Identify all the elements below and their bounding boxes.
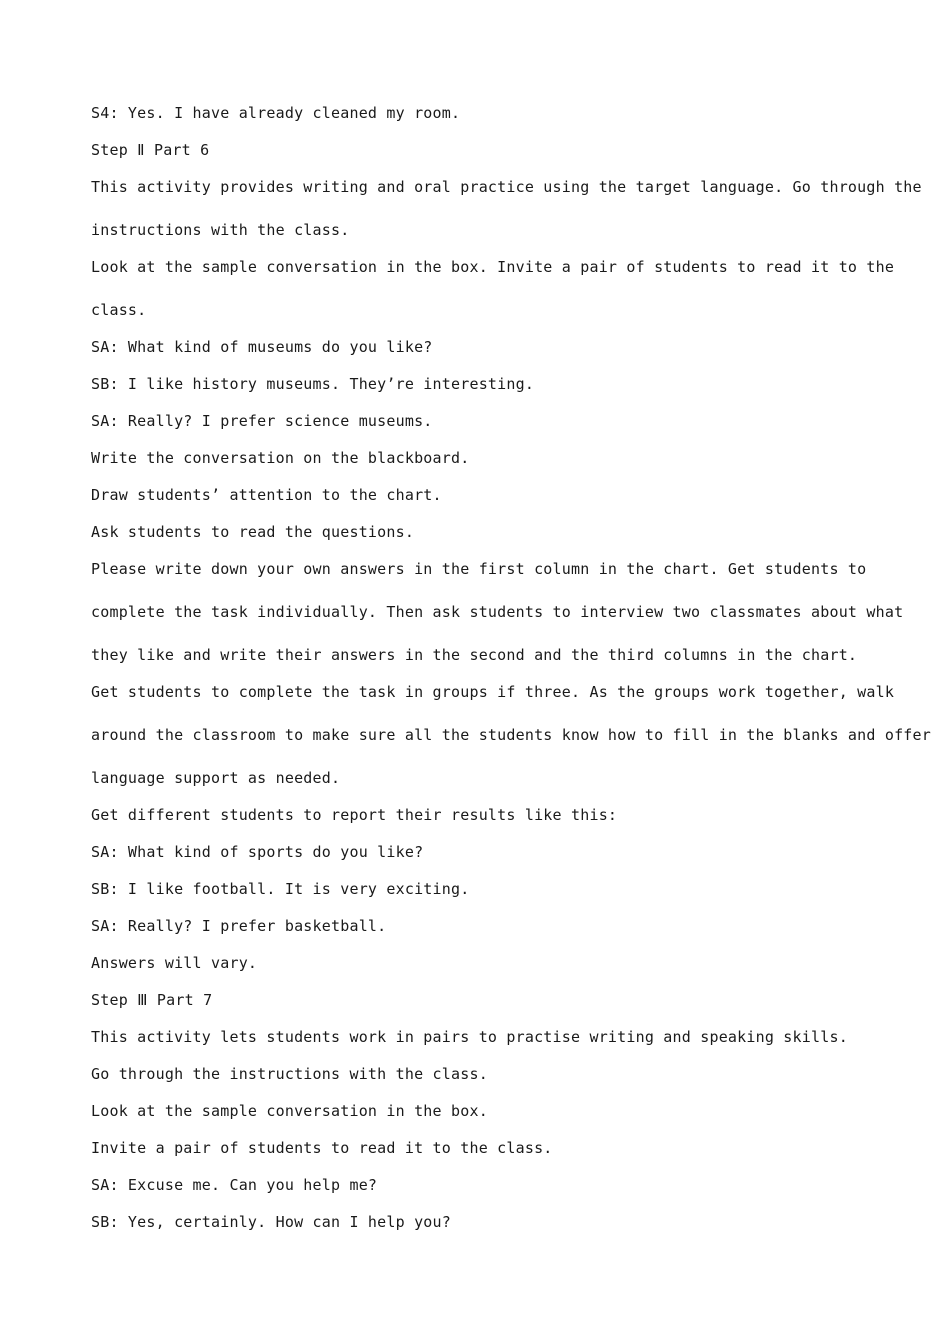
- paragraph: [91, 679, 931, 802]
- document-page: [91, 100, 931, 1246]
- instruction-line: Invite a pair of students to read it to the class.: [91, 1139, 553, 1157]
- paragraph-line: Get students to complete the task in groups if three. As the groups work together, walk: [91, 683, 895, 701]
- paragraph-line: language support as needed.: [91, 769, 341, 787]
- instruction-line: Look at the sample conversation in the box.: [91, 1102, 488, 1120]
- paragraph-line: This activity provides writing and oral practice using the target language. Go through the: [91, 178, 922, 196]
- instruction-line: Draw students’ attention to the chart.: [91, 486, 442, 504]
- dialogue-line: SA: Really? I prefer science museums.: [91, 412, 433, 430]
- dialogue-line: SB: Yes, certainly. How can I help you?: [91, 1213, 451, 1231]
- paragraph-line: class.: [91, 301, 147, 319]
- step-heading: Step Ⅱ Part 6: [91, 141, 210, 159]
- instruction-line: Get different students to report their results like this:: [91, 806, 618, 824]
- instruction-line: Write the conversation on the blackboard.: [91, 449, 470, 467]
- dialogue-line: SB: I like football. It is very exciting.: [91, 880, 470, 898]
- instruction-line: Ask students to read the questions.: [91, 523, 415, 541]
- dialogue-line: SA: Really? I prefer basketball.: [91, 917, 387, 935]
- paragraph-line: Please write down your own answers in the first column in the chart. Get students to: [91, 560, 867, 578]
- paragraph-line: complete the task individually. Then ask students to interview two classmates about what: [91, 603, 904, 621]
- instruction-line: Answers will vary.: [91, 954, 258, 972]
- dialogue-line: S4: Yes. I have already cleaned my room.: [91, 104, 461, 122]
- dialogue-line: SA: Excuse me. Can you help me?: [91, 1176, 378, 1194]
- dialogue-line: SA: What kind of museums do you like?: [91, 338, 433, 356]
- instruction-line: Go through the instructions with the class.: [91, 1065, 488, 1083]
- paragraph: [91, 556, 904, 679]
- paragraph: [91, 254, 895, 334]
- paragraph-line: instructions with the class.: [91, 221, 350, 239]
- paragraph-line: around the classroom to make sure all the students know how to fill in the blanks and offer: [91, 726, 931, 744]
- dialogue-line: SA: What kind of sports do you like?: [91, 843, 424, 861]
- instruction-line: This activity lets students work in pairs to practise writing and speaking skills.: [91, 1028, 848, 1046]
- paragraph-line: Look at the sample conversation in the box. Invite a pair of students to read it to the: [91, 258, 895, 276]
- paragraph-line: they like and write their answers in the second and the third columns in the chart.: [91, 646, 858, 664]
- step-heading: Step Ⅲ Part 7: [91, 991, 213, 1009]
- dialogue-line: SB: I like history museums. They’re interesting.: [91, 375, 535, 393]
- paragraph: [91, 174, 922, 254]
